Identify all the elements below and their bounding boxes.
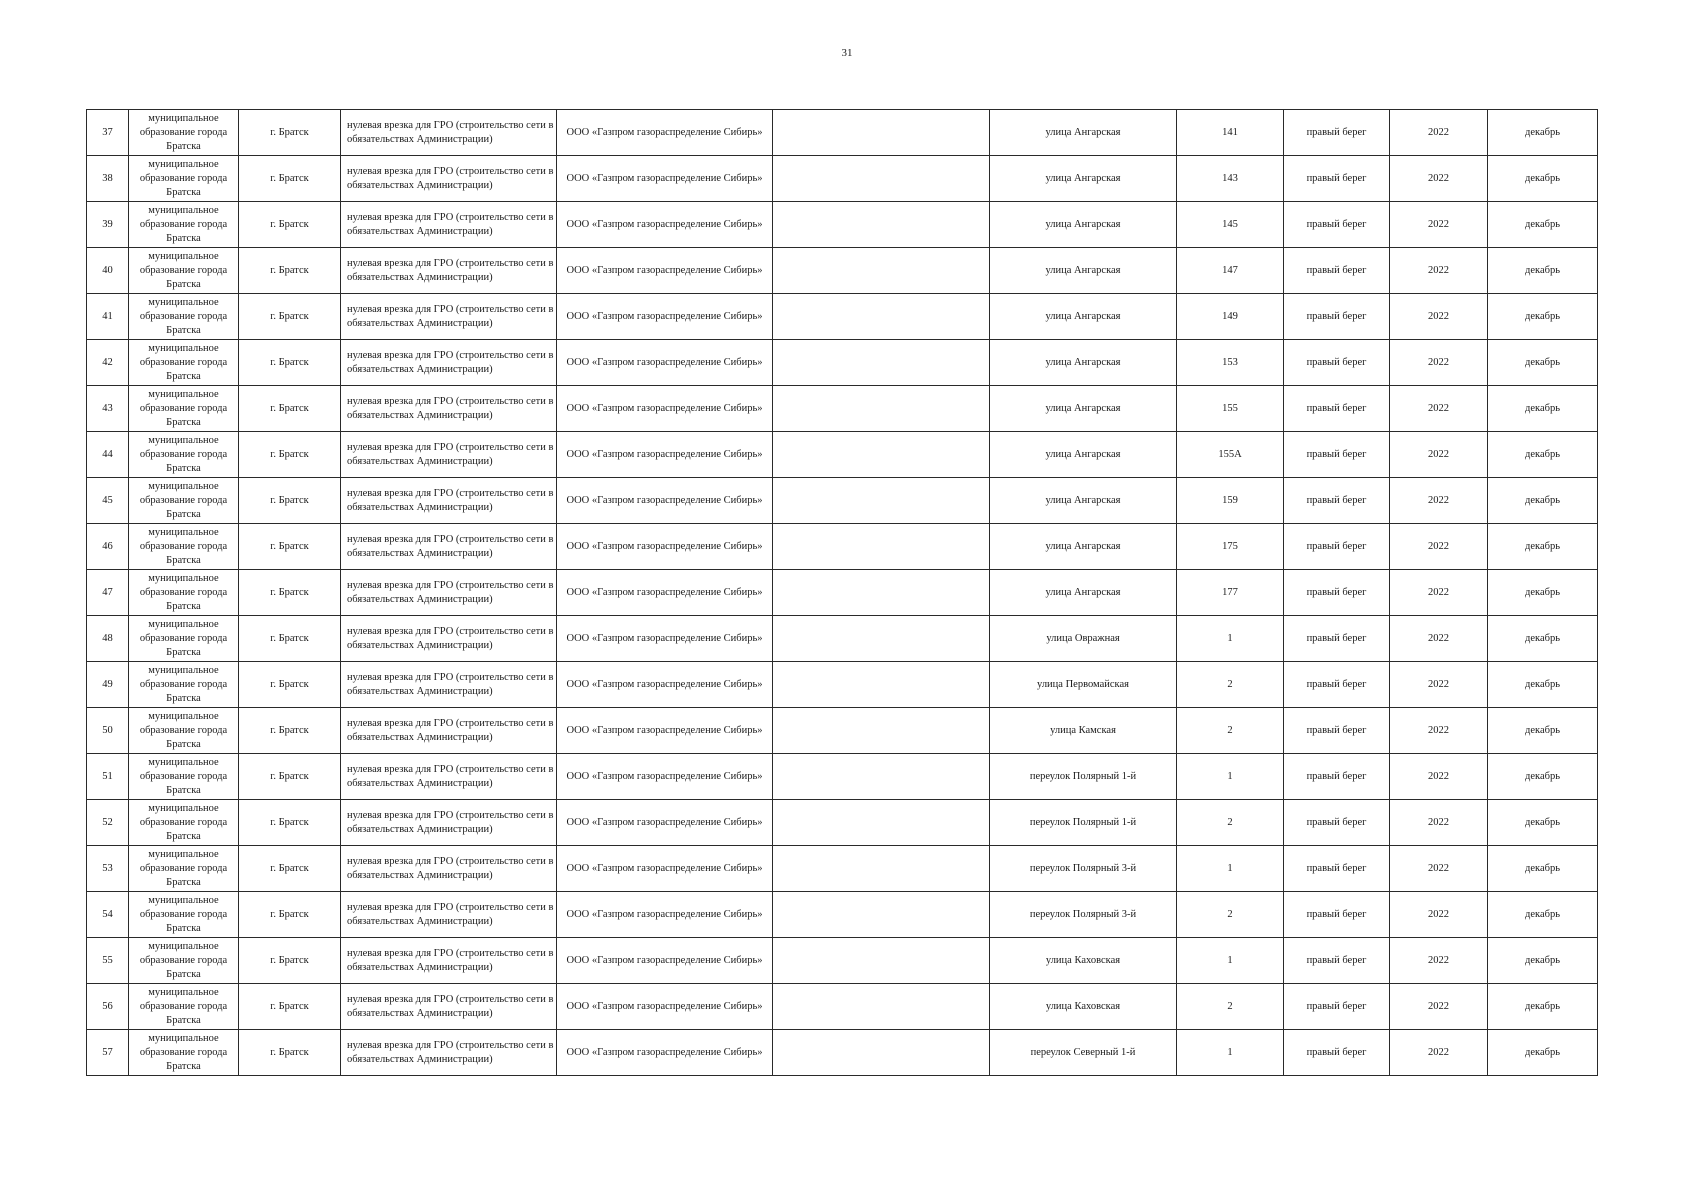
- work-type-cell: нулевая врезка для ГРО (строительство сети в обязательствах Администрации): [341, 708, 557, 754]
- row-number-cell: 54: [87, 892, 129, 938]
- operator-cell: ООО «Газпром газораспределение Сибирь»: [557, 432, 773, 478]
- year-cell: 2022: [1390, 616, 1488, 662]
- city-cell: г. Братск: [239, 984, 341, 1030]
- street-cell: улица Камская: [990, 708, 1177, 754]
- empty-cell: [773, 110, 990, 156]
- municipality-cell: муниципальное образование города Братска: [129, 570, 239, 616]
- river-bank-cell: правый берег: [1284, 708, 1390, 754]
- municipality-cell: муниципальное образование города Братска: [129, 478, 239, 524]
- house-number-cell: 159: [1177, 478, 1284, 524]
- work-type-cell: нулевая врезка для ГРО (строительство сети в обязательствах Администрации): [341, 938, 557, 984]
- city-cell: г. Братск: [239, 110, 341, 156]
- row-number-cell: 52: [87, 800, 129, 846]
- month-cell: декабрь: [1488, 432, 1598, 478]
- municipality-cell: муниципальное образование города Братска: [129, 110, 239, 156]
- month-cell: декабрь: [1488, 110, 1598, 156]
- empty-cell: [773, 892, 990, 938]
- table-row: [87, 386, 1598, 432]
- municipality-cell: муниципальное образование города Братска: [129, 386, 239, 432]
- operator-cell: ООО «Газпром газораспределение Сибирь»: [557, 110, 773, 156]
- street-cell: улица Каховская: [990, 984, 1177, 1030]
- work-type-cell: нулевая врезка для ГРО (строительство сети в обязательствах Администрации): [341, 478, 557, 524]
- year-cell: 2022: [1390, 524, 1488, 570]
- operator-cell: ООО «Газпром газораспределение Сибирь»: [557, 892, 773, 938]
- city-cell: г. Братск: [239, 938, 341, 984]
- municipality-cell: муниципальное образование города Братска: [129, 846, 239, 892]
- empty-cell: [773, 662, 990, 708]
- year-cell: 2022: [1390, 478, 1488, 524]
- street-cell: улица Первомайская: [990, 662, 1177, 708]
- municipality-cell: муниципальное образование города Братска: [129, 984, 239, 1030]
- empty-cell: [773, 524, 990, 570]
- row-number-cell: 56: [87, 984, 129, 1030]
- table-row: [87, 984, 1598, 1030]
- row-number-cell: 57: [87, 1030, 129, 1076]
- empty-cell: [773, 616, 990, 662]
- work-type-cell: нулевая врезка для ГРО (строительство сети в обязательствах Администрации): [341, 248, 557, 294]
- table-row: [87, 938, 1598, 984]
- house-number-cell: 2: [1177, 984, 1284, 1030]
- municipality-cell: муниципальное образование города Братска: [129, 156, 239, 202]
- work-type-cell: нулевая врезка для ГРО (строительство сети в обязательствах Администрации): [341, 662, 557, 708]
- city-cell: г. Братск: [239, 202, 341, 248]
- table-row: [87, 248, 1598, 294]
- street-cell: улица Ангарская: [990, 340, 1177, 386]
- table-row: [87, 800, 1598, 846]
- municipality-cell: муниципальное образование города Братска: [129, 662, 239, 708]
- empty-cell: [773, 340, 990, 386]
- house-number-cell: 147: [1177, 248, 1284, 294]
- month-cell: декабрь: [1488, 1030, 1598, 1076]
- table-row: [87, 570, 1598, 616]
- house-number-cell: 153: [1177, 340, 1284, 386]
- operator-cell: ООО «Газпром газораспределение Сибирь»: [557, 984, 773, 1030]
- house-number-cell: 155: [1177, 386, 1284, 432]
- row-number-cell: 37: [87, 110, 129, 156]
- operator-cell: ООО «Газпром газораспределение Сибирь»: [557, 156, 773, 202]
- table-row: [87, 1030, 1598, 1076]
- year-cell: 2022: [1390, 432, 1488, 478]
- house-number-cell: 2: [1177, 892, 1284, 938]
- work-type-cell: нулевая врезка для ГРО (строительство сети в обязательствах Администрации): [341, 616, 557, 662]
- river-bank-cell: правый берег: [1284, 570, 1390, 616]
- row-number-cell: 46: [87, 524, 129, 570]
- street-cell: улица Ангарская: [990, 524, 1177, 570]
- year-cell: 2022: [1390, 386, 1488, 432]
- house-number-cell: 175: [1177, 524, 1284, 570]
- empty-cell: [773, 938, 990, 984]
- operator-cell: ООО «Газпром газораспределение Сибирь»: [557, 478, 773, 524]
- municipality-cell: муниципальное образование города Братска: [129, 202, 239, 248]
- house-number-cell: 1: [1177, 616, 1284, 662]
- table-row: [87, 524, 1598, 570]
- year-cell: 2022: [1390, 248, 1488, 294]
- table-row: [87, 202, 1598, 248]
- year-cell: 2022: [1390, 892, 1488, 938]
- table-row: [87, 156, 1598, 202]
- table-row: [87, 432, 1598, 478]
- year-cell: 2022: [1390, 202, 1488, 248]
- work-type-cell: нулевая врезка для ГРО (строительство сети в обязательствах Администрации): [341, 524, 557, 570]
- row-number-cell: 42: [87, 340, 129, 386]
- operator-cell: ООО «Газпром газораспределение Сибирь»: [557, 294, 773, 340]
- river-bank-cell: правый берег: [1284, 110, 1390, 156]
- city-cell: г. Братск: [239, 248, 341, 294]
- municipality-cell: муниципальное образование города Братска: [129, 340, 239, 386]
- year-cell: 2022: [1390, 708, 1488, 754]
- street-cell: переулок Полярный 3-й: [990, 892, 1177, 938]
- row-number-cell: 51: [87, 754, 129, 800]
- year-cell: 2022: [1390, 662, 1488, 708]
- empty-cell: [773, 248, 990, 294]
- street-cell: улица Ангарская: [990, 478, 1177, 524]
- river-bank-cell: правый берег: [1284, 294, 1390, 340]
- operator-cell: ООО «Газпром газораспределение Сибирь»: [557, 570, 773, 616]
- operator-cell: ООО «Газпром газораспределение Сибирь»: [557, 616, 773, 662]
- river-bank-cell: правый берег: [1284, 754, 1390, 800]
- house-number-cell: 2: [1177, 708, 1284, 754]
- city-cell: г. Братск: [239, 156, 341, 202]
- house-number-cell: 145: [1177, 202, 1284, 248]
- municipality-cell: муниципальное образование города Братска: [129, 754, 239, 800]
- table-row: [87, 616, 1598, 662]
- operator-cell: ООО «Газпром газораспределение Сибирь»: [557, 248, 773, 294]
- street-cell: улица Ангарская: [990, 386, 1177, 432]
- river-bank-cell: правый берег: [1284, 340, 1390, 386]
- table-row: [87, 340, 1598, 386]
- empty-cell: [773, 294, 990, 340]
- city-cell: г. Братск: [239, 478, 341, 524]
- operator-cell: ООО «Газпром газораспределение Сибирь»: [557, 938, 773, 984]
- house-number-cell: 1: [1177, 846, 1284, 892]
- city-cell: г. Братск: [239, 386, 341, 432]
- row-number-cell: 47: [87, 570, 129, 616]
- river-bank-cell: правый берег: [1284, 938, 1390, 984]
- month-cell: декабрь: [1488, 570, 1598, 616]
- municipality-cell: муниципальное образование города Братска: [129, 800, 239, 846]
- river-bank-cell: правый берег: [1284, 248, 1390, 294]
- row-number-cell: 53: [87, 846, 129, 892]
- city-cell: г. Братск: [239, 294, 341, 340]
- city-cell: г. Братск: [239, 708, 341, 754]
- year-cell: 2022: [1390, 846, 1488, 892]
- table-row: [87, 110, 1598, 156]
- city-cell: г. Братск: [239, 616, 341, 662]
- row-number-cell: 39: [87, 202, 129, 248]
- house-number-cell: 2: [1177, 662, 1284, 708]
- year-cell: 2022: [1390, 340, 1488, 386]
- row-number-cell: 50: [87, 708, 129, 754]
- month-cell: декабрь: [1488, 248, 1598, 294]
- street-cell: улица Овражная: [990, 616, 1177, 662]
- house-number-cell: 1: [1177, 938, 1284, 984]
- house-number-cell: 149: [1177, 294, 1284, 340]
- table-body: [87, 110, 1598, 1076]
- work-type-cell: нулевая врезка для ГРО (строительство сети в обязательствах Администрации): [341, 202, 557, 248]
- river-bank-cell: правый берег: [1284, 800, 1390, 846]
- empty-cell: [773, 570, 990, 616]
- work-type-cell: нулевая врезка для ГРО (строительство сети в обязательствах Администрации): [341, 110, 557, 156]
- work-type-cell: нулевая врезка для ГРО (строительство сети в обязательствах Администрации): [341, 892, 557, 938]
- street-cell: переулок Северный 1-й: [990, 1030, 1177, 1076]
- operator-cell: ООО «Газпром газораспределение Сибирь»: [557, 800, 773, 846]
- table-row: [87, 294, 1598, 340]
- city-cell: г. Братск: [239, 432, 341, 478]
- work-type-cell: нулевая врезка для ГРО (строительство сети в обязательствах Администрации): [341, 432, 557, 478]
- work-type-cell: нулевая врезка для ГРО (строительство сети в обязательствах Администрации): [341, 340, 557, 386]
- river-bank-cell: правый берег: [1284, 202, 1390, 248]
- city-cell: г. Братск: [239, 1030, 341, 1076]
- empty-cell: [773, 984, 990, 1030]
- city-cell: г. Братск: [239, 662, 341, 708]
- street-cell: улица Ангарская: [990, 156, 1177, 202]
- municipality-cell: муниципальное образование города Братска: [129, 524, 239, 570]
- municipality-cell: муниципальное образование города Братска: [129, 616, 239, 662]
- operator-cell: ООО «Газпром газораспределение Сибирь»: [557, 340, 773, 386]
- operator-cell: ООО «Газпром газораспределение Сибирь»: [557, 524, 773, 570]
- table-row: [87, 662, 1598, 708]
- row-number-cell: 48: [87, 616, 129, 662]
- house-number-cell: 2: [1177, 800, 1284, 846]
- row-number-cell: 38: [87, 156, 129, 202]
- row-number-cell: 49: [87, 662, 129, 708]
- gas-connection-table: [86, 109, 1598, 1076]
- month-cell: декабрь: [1488, 708, 1598, 754]
- month-cell: декабрь: [1488, 524, 1598, 570]
- empty-cell: [773, 156, 990, 202]
- month-cell: декабрь: [1488, 846, 1598, 892]
- year-cell: 2022: [1390, 800, 1488, 846]
- table-row: [87, 846, 1598, 892]
- city-cell: г. Братск: [239, 892, 341, 938]
- city-cell: г. Братск: [239, 524, 341, 570]
- work-type-cell: нулевая врезка для ГРО (строительство сети в обязательствах Администрации): [341, 1030, 557, 1076]
- empty-cell: [773, 800, 990, 846]
- river-bank-cell: правый берег: [1284, 662, 1390, 708]
- year-cell: 2022: [1390, 754, 1488, 800]
- table-row: [87, 754, 1598, 800]
- empty-cell: [773, 846, 990, 892]
- table-row: [87, 708, 1598, 754]
- operator-cell: ООО «Газпром газораспределение Сибирь»: [557, 202, 773, 248]
- municipality-cell: муниципальное образование города Братска: [129, 938, 239, 984]
- house-number-cell: 141: [1177, 110, 1284, 156]
- month-cell: декабрь: [1488, 202, 1598, 248]
- month-cell: декабрь: [1488, 616, 1598, 662]
- empty-cell: [773, 432, 990, 478]
- street-cell: улица Ангарская: [990, 432, 1177, 478]
- empty-cell: [773, 1030, 990, 1076]
- city-cell: г. Братск: [239, 570, 341, 616]
- river-bank-cell: правый берег: [1284, 984, 1390, 1030]
- street-cell: переулок Полярный 1-й: [990, 754, 1177, 800]
- street-cell: улица Ангарская: [990, 110, 1177, 156]
- street-cell: переулок Полярный 1-й: [990, 800, 1177, 846]
- work-type-cell: нулевая врезка для ГРО (строительство сети в обязательствах Администрации): [341, 156, 557, 202]
- city-cell: г. Братск: [239, 340, 341, 386]
- work-type-cell: нулевая врезка для ГРО (строительство сети в обязательствах Администрации): [341, 570, 557, 616]
- year-cell: 2022: [1390, 156, 1488, 202]
- row-number-cell: 45: [87, 478, 129, 524]
- empty-cell: [773, 202, 990, 248]
- year-cell: 2022: [1390, 570, 1488, 616]
- house-number-cell: 1: [1177, 1030, 1284, 1076]
- house-number-cell: 143: [1177, 156, 1284, 202]
- house-number-cell: 177: [1177, 570, 1284, 616]
- operator-cell: ООО «Газпром газораспределение Сибирь»: [557, 708, 773, 754]
- city-cell: г. Братск: [239, 846, 341, 892]
- river-bank-cell: правый берег: [1284, 386, 1390, 432]
- month-cell: декабрь: [1488, 800, 1598, 846]
- month-cell: декабрь: [1488, 984, 1598, 1030]
- operator-cell: ООО «Газпром газораспределение Сибирь»: [557, 846, 773, 892]
- page-number: 31: [841, 47, 853, 59]
- river-bank-cell: правый берег: [1284, 892, 1390, 938]
- operator-cell: ООО «Газпром газораспределение Сибирь»: [557, 662, 773, 708]
- row-number-cell: 44: [87, 432, 129, 478]
- month-cell: декабрь: [1488, 386, 1598, 432]
- work-type-cell: нулевая врезка для ГРО (строительство сети в обязательствах Администрации): [341, 800, 557, 846]
- month-cell: декабрь: [1488, 754, 1598, 800]
- table-row: [87, 892, 1598, 938]
- municipality-cell: муниципальное образование города Братска: [129, 708, 239, 754]
- year-cell: 2022: [1390, 984, 1488, 1030]
- street-cell: улица Ангарская: [990, 248, 1177, 294]
- row-number-cell: 55: [87, 938, 129, 984]
- river-bank-cell: правый берег: [1284, 478, 1390, 524]
- operator-cell: ООО «Газпром газораспределение Сибирь»: [557, 386, 773, 432]
- operator-cell: ООО «Газпром газораспределение Сибирь»: [557, 754, 773, 800]
- month-cell: декабрь: [1488, 478, 1598, 524]
- river-bank-cell: правый берег: [1284, 846, 1390, 892]
- empty-cell: [773, 708, 990, 754]
- house-number-cell: 1: [1177, 754, 1284, 800]
- operator-cell: ООО «Газпром газораспределение Сибирь»: [557, 1030, 773, 1076]
- house-number-cell: 155А: [1177, 432, 1284, 478]
- work-type-cell: нулевая врезка для ГРО (строительство сети в обязательствах Администрации): [341, 386, 557, 432]
- river-bank-cell: правый берег: [1284, 1030, 1390, 1076]
- river-bank-cell: правый берег: [1284, 432, 1390, 478]
- municipality-cell: муниципальное образование города Братска: [129, 1030, 239, 1076]
- month-cell: декабрь: [1488, 892, 1598, 938]
- empty-cell: [773, 754, 990, 800]
- table-row: [87, 478, 1598, 524]
- work-type-cell: нулевая врезка для ГРО (строительство сети в обязательствах Администрации): [341, 846, 557, 892]
- river-bank-cell: правый берег: [1284, 616, 1390, 662]
- row-number-cell: 43: [87, 386, 129, 432]
- month-cell: декабрь: [1488, 938, 1598, 984]
- empty-cell: [773, 386, 990, 432]
- street-cell: улица Ангарская: [990, 294, 1177, 340]
- row-number-cell: 40: [87, 248, 129, 294]
- street-cell: улица Ангарская: [990, 570, 1177, 616]
- city-cell: г. Братск: [239, 800, 341, 846]
- city-cell: г. Братск: [239, 754, 341, 800]
- work-type-cell: нулевая врезка для ГРО (строительство сети в обязательствах Администрации): [341, 294, 557, 340]
- street-cell: переулок Полярный 3-й: [990, 846, 1177, 892]
- year-cell: 2022: [1390, 110, 1488, 156]
- street-cell: улица Ангарская: [990, 202, 1177, 248]
- year-cell: 2022: [1390, 1030, 1488, 1076]
- month-cell: декабрь: [1488, 662, 1598, 708]
- month-cell: декабрь: [1488, 294, 1598, 340]
- work-type-cell: нулевая врезка для ГРО (строительство сети в обязательствах Администрации): [341, 984, 557, 1030]
- year-cell: 2022: [1390, 294, 1488, 340]
- work-type-cell: нулевая врезка для ГРО (строительство сети в обязательствах Администрации): [341, 754, 557, 800]
- row-number-cell: 41: [87, 294, 129, 340]
- municipality-cell: муниципальное образование города Братска: [129, 892, 239, 938]
- empty-cell: [773, 478, 990, 524]
- year-cell: 2022: [1390, 938, 1488, 984]
- street-cell: улица Каховская: [990, 938, 1177, 984]
- month-cell: декабрь: [1488, 156, 1598, 202]
- municipality-cell: муниципальное образование города Братска: [129, 248, 239, 294]
- municipality-cell: муниципальное образование города Братска: [129, 432, 239, 478]
- municipality-cell: муниципальное образование города Братска: [129, 294, 239, 340]
- river-bank-cell: правый берег: [1284, 156, 1390, 202]
- river-bank-cell: правый берег: [1284, 524, 1390, 570]
- month-cell: декабрь: [1488, 340, 1598, 386]
